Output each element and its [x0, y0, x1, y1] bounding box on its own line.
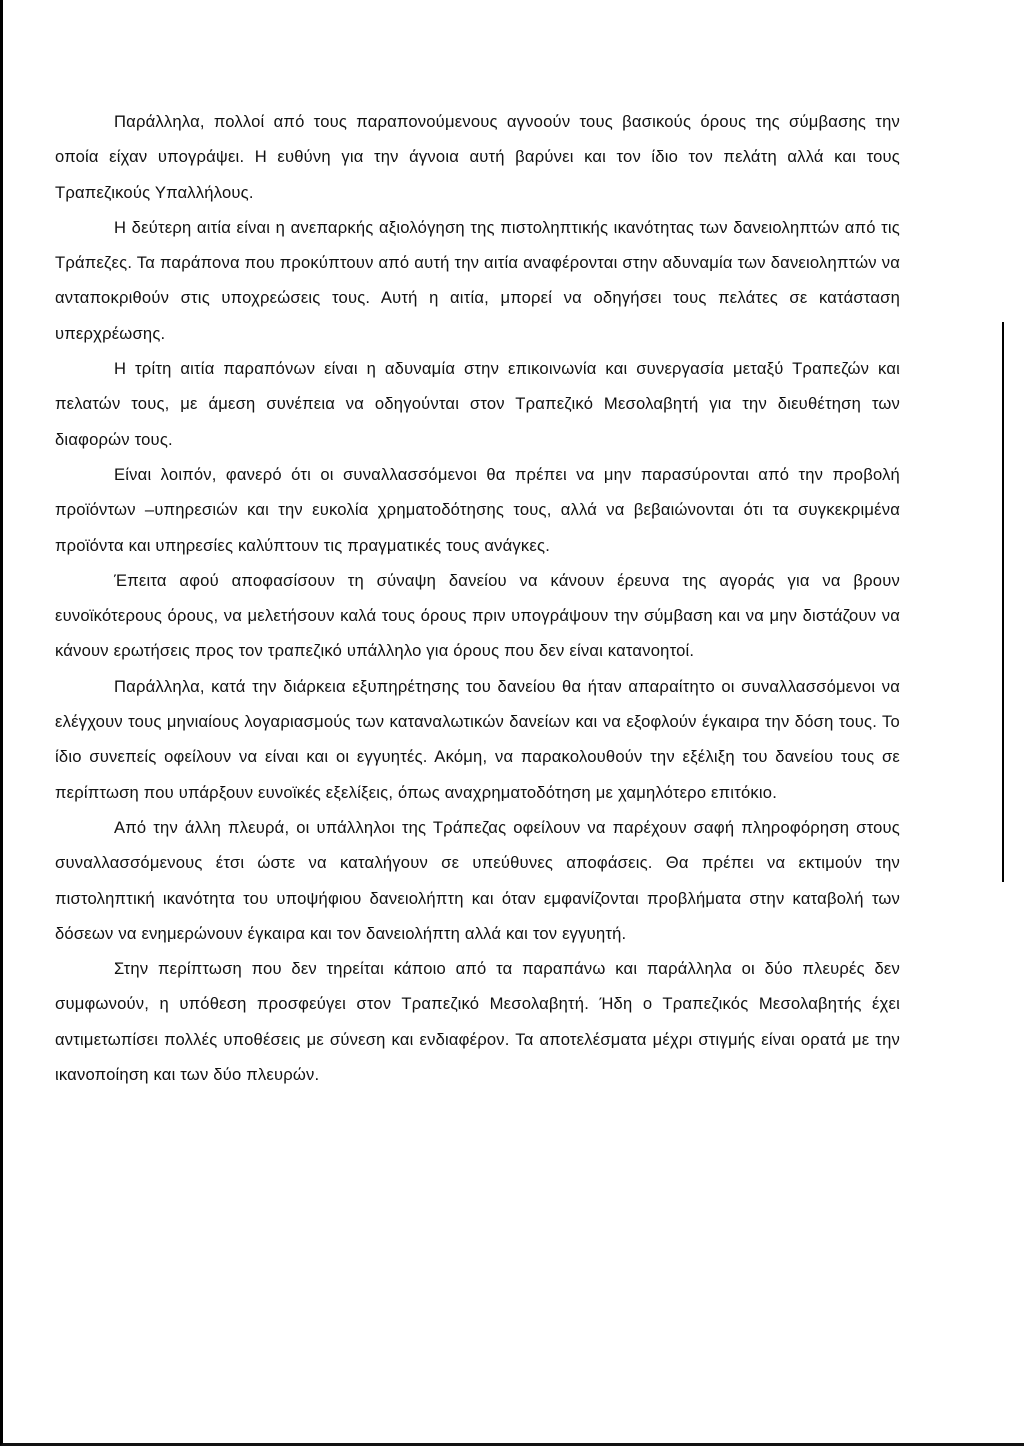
- paragraph: Έπειτα αφού αποφασίσουν τη σύναψη δανείου να κάνουν έρευνα της αγοράς για να βρουν ευνοϊκότερους όρους, να μελετήσουν καλά τους όρους πριν υπογράψουν την σύμβαση και να μην διστάζουν να κάνουν ερωτήσεις προς τον τραπεζικό υπάλληλο για όρους που δεν είναι κατανοητοί.: [55, 570, 900, 661]
- paragraph: Παράλληλα, κατά την διάρκεια εξυπηρέτησης του δανείου θα ήταν απαραίτητο οι συναλλασσόμενοι να ελέγχουν τους μηνιαίους λογαριασμούς των καταναλωτικών δανείων και να εξοφλούν έγκαιρα την δόση τους. Το ίδιο συνεπείς οφείλουν να είναι και οι εγγυητές. Ακόμη, να παρακολουθούν την εξέλιξη του δανείου τους σε περίπτωση που υπάρξουν ευνοϊκές εξελίξεις, όπως αναχρηματοδότηση με χαμηλότερο επιτόκιο.: [55, 676, 900, 802]
- document-body: [55, 104, 900, 1092]
- paragraph: Παράλληλα, πολλοί από τους παραπονούμενους αγνοούν τους βασικούς όρους της σύμβασης την οποία είχαν υπογράψει. Η ευθύνη για την άγνοια αυτή βαρύνει και τον ίδιο τον πελάτη αλλά και τους Τραπεζικούς Υπαλλήλους.: [55, 112, 900, 202]
- paragraph: Είναι λοιπόν, φανερό ότι οι συναλλασσόμενοι θα πρέπει να μην παρασύρονται από την προβολή προϊόντων –υπηρεσιών και την ευκολία χρηματοδότησης τους, αλλά να βεβαιώνονται ότι τα συγκεκριμένα προϊόντα και υπηρεσίες καλύπτουν τις πραγματικές τους ανάγκες.: [55, 464, 900, 555]
- paragraph: Από την άλλη πλευρά, οι υπάλληλοι της Τράπεζας οφείλουν να παρέχουν σαφή πληροφόρηση στους συναλλασσόμενους έτσι ώστε να καταλήγουν σε υπεύθυνες αποφάσεις. Θα πρέπει να εκτιμούν την πιστοληπτική ικανότητα του υποψήφιου δανειολήπτη και όταν εμφανίζονται προβλήματα στην καταβολή των δόσεων να ενημερώνουν έγκαιρα και τον δανειολήπτη αλλά και τον εγγυητή.: [55, 817, 900, 943]
- paragraph: Στην περίπτωση που δεν τηρείται κάποιο από τα παραπάνω και παράλληλα οι δύο πλευρές δεν συμφωνούν, η υπόθεση προσφεύγει στον Τραπεζικό Μεσολαβητή. Ήδη ο Τραπεζικός Μεσολαβητής έχει αντιμετωπίσει πολλές υποθέσεις με σύνεση και ενδιαφέρον. Τα αποτελέσματα μέχρι στιγμής είναι ορατά με την ικανοποίηση και των δύο πλευρών.: [55, 959, 900, 1085]
- scan-edge-mark: [1002, 322, 1004, 882]
- paragraph: Η δεύτερη αιτία είναι η ανεπαρκής αξιολόγηση της πιστοληπτικής ικανότητας των δανειοληπτών από τις Τράπεζες. Τα παράπονα που προκύπτουν από αυτή την αιτία αναφέρονται στην αδυναμία των δανειοληπτών να ανταποκριθούν στις υποχρεώσεις τους. Αυτή η αιτία, μπορεί να οδηγήσει τους πελάτες σε κατάσταση υπερχρέωσης.: [55, 217, 900, 343]
- paragraph: Η τρίτη αιτία παραπόνων είναι η αδυναμία στην επικοινωνία και συνεργασία μεταξύ Τραπεζών και πελατών τους, με άμεση συνέπεια να οδηγούνται στον Τραπεζικό Μεσολαβητή για την διευθέτηση των διαφορών τους.: [55, 359, 900, 449]
